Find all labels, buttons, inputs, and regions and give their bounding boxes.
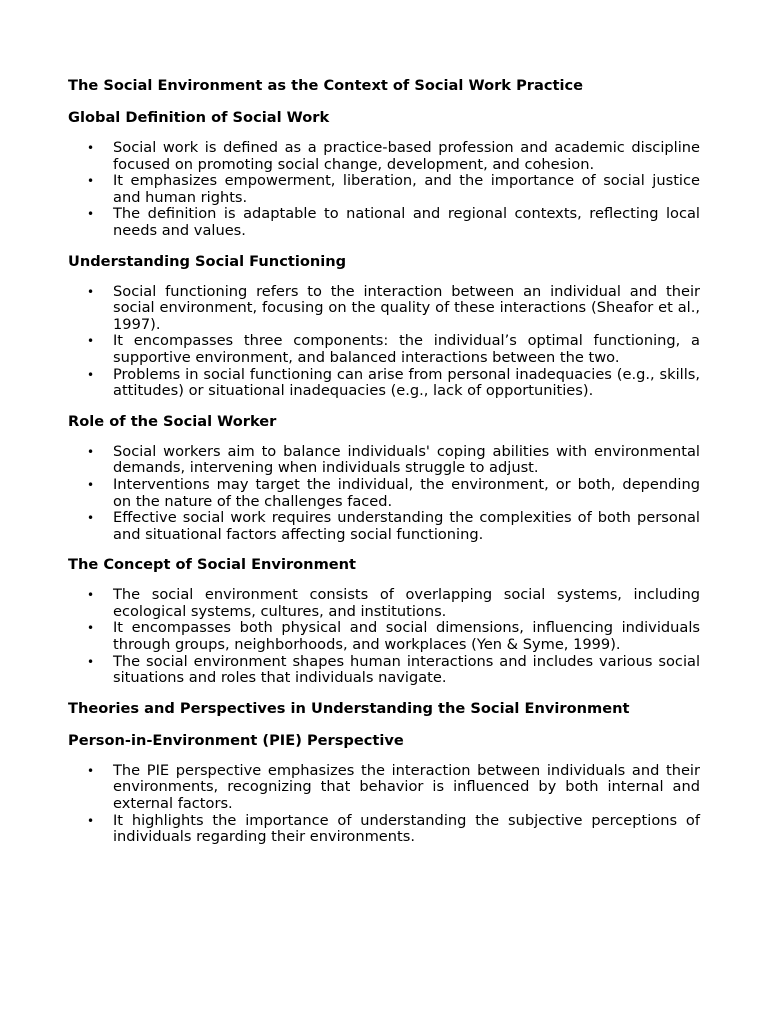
bullet-list-social-environment xyxy=(68,587,700,687)
list-item: • The definition is adaptable to national and regional contexts, reflecting local needs and values. xyxy=(68,206,700,239)
list-item: • It highlights the importance of understanding the subjective perceptions of individuals regarding their environments. xyxy=(68,813,700,846)
bullet-list-global-definition xyxy=(68,140,700,240)
list-item: • Effective social work requires understanding the complexities of both personal and situational factors affecting social functioning. xyxy=(68,510,700,543)
section-heading-global-definition: Global Definition of Social Work xyxy=(68,109,330,126)
bullet-list-role-of-social-worker xyxy=(68,444,700,544)
list-item: • It encompasses both physical and social dimensions, influencing individuals through groups, neighborhoods, and workplaces (Yen & Syme, 1999). xyxy=(68,620,700,653)
document-page xyxy=(68,76,700,858)
section-heading-social-environment: The Concept of Social Environment xyxy=(68,556,357,574)
list-item: • Social functioning refers to the interaction between an individual and their social environment, focusing on the quality of these interactions (Sheafor et al., 1997). xyxy=(68,284,700,334)
list-item: • It encompasses three components: the individual’s optimal functioning, a supportive environment, and balanced interactions between the two. xyxy=(68,333,700,366)
section-heading-theories-perspectives: Theories and Perspectives in Understanding the Social Environment xyxy=(68,699,630,717)
list-item: • Social workers aim to balance individuals' coping abilities with environmental demands, intervening when individuals struggle to adjust. xyxy=(68,444,700,477)
bullet-list-pie-perspective xyxy=(68,763,700,846)
document-title: The Social Environment as the Context of Social Work Practice xyxy=(68,77,583,94)
list-item: • Problems in social functioning can arise from personal inadequacies (e.g., skills, attitudes) or situational inadequacies (e.g., lack of opportunities). xyxy=(68,367,700,400)
section-heading-social-functioning: Understanding Social Functioning xyxy=(68,252,347,270)
list-item: • Social work is defined as a practice-based profession and academic discipline focused on promoting social change, development, and cohesion. xyxy=(68,140,700,173)
list-item: • The PIE perspective emphasizes the interaction between individuals and their environments, recognizing that behavior is influenced by both internal and external factors. xyxy=(68,763,700,813)
bullet-list-social-functioning xyxy=(68,284,700,400)
section-heading-pie-perspective: Person-in-Environment (PIE) Perspective xyxy=(68,731,404,749)
list-item: • The social environment shapes human interactions and includes various social situations and roles that individuals navigate. xyxy=(68,654,700,687)
section-heading-role-of-social-worker: Role of the Social Worker xyxy=(68,412,277,430)
list-item: • The social environment consists of overlapping social systems, including ecological systems, cultures, and institutions. xyxy=(68,587,700,620)
list-item: • Interventions may target the individual, the environment, or both, depending on the nature of the challenges faced. xyxy=(68,477,700,510)
list-item: • It emphasizes empowerment, liberation, and the importance of social justice and human rights. xyxy=(68,173,700,206)
